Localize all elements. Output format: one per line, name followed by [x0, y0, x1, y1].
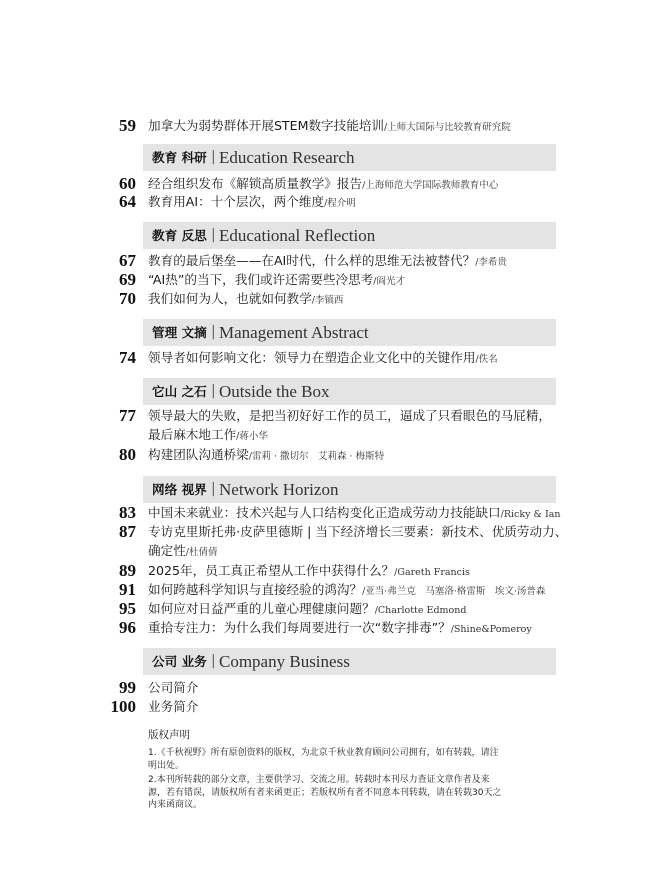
- entry-title: 教育的最后堡垒——在AI时代，什么样的思维无法被替代？/李希贵: [148, 253, 507, 268]
- toc-entry[interactable]: [0, 116, 651, 136]
- copyright-notice: [148, 727, 538, 814]
- entry-title: 2025年，员工真正希望从工作中获得什么？/Gareth Francis: [148, 563, 470, 578]
- entry-title: 中国未来就业：技术兴起与人口结构变化正造成劳动力技能缺口/Ricky & Ian: [148, 505, 561, 520]
- section-header: [143, 222, 556, 249]
- toc-entry[interactable]: [0, 522, 651, 562]
- section-title-en: Outside the Box: [219, 382, 330, 401]
- entry-title: 经合组织发布《解锁高质量教学》报告/上海师范大学国际教师教育中心: [148, 176, 499, 191]
- notice-paragraph: 1.《千秋视野》所有原创资料的版权，为北京千秋业教育顾问公司拥有，如有转载，请注 明出处。: [148, 748, 499, 771]
- entry-author: /蒋小华: [236, 431, 268, 442]
- toc-entry[interactable]: [0, 678, 651, 698]
- entry-title: 加拿大为弱势群体开展STEM数字技能培训/上师大国际与比较教育研究院: [148, 118, 511, 133]
- entry-title: 领导最大的失败，是把当初好好工作的员工，逼成了只看眼色的马屁精，: [148, 408, 551, 423]
- toc-entry[interactable]: [0, 561, 651, 581]
- toc-entry[interactable]: [0, 251, 651, 271]
- entry-title: 如何应对日益严重的儿童心理健康问题？/Charlotte Edmond: [148, 601, 467, 616]
- section-title-cn: 网络 视界: [152, 482, 207, 497]
- toc-entry[interactable]: [0, 192, 651, 212]
- page-number: 70: [119, 289, 136, 308]
- section-header: [143, 648, 556, 675]
- toc-entry[interactable]: [0, 348, 651, 368]
- page-number: 69: [119, 270, 136, 289]
- toc-entry[interactable]: [0, 445, 651, 465]
- entry-author: /上师大国际与比较教育研究院: [384, 122, 511, 133]
- page-number: 83: [119, 503, 136, 522]
- page-number: 64: [119, 192, 136, 211]
- toc-entry[interactable]: [0, 697, 651, 717]
- page-number: 60: [119, 174, 136, 193]
- toc-entry[interactable]: [0, 580, 651, 600]
- entry-author: /Gareth Francis: [394, 567, 470, 578]
- entry-title: 专访克里斯托弗·皮萨里德斯 | 当下经济增长三要素：新技术、优质劳动力、: [148, 524, 568, 539]
- section-divider: |: [211, 481, 216, 497]
- entry-title: 构建团队沟通桥梁/雷莉 · 撒切尔 艾莉森 · 梅斯特: [148, 447, 385, 462]
- notice-paragraph: 2.本刊所转载的部分文章，主要供学习、交流之用。转载时本刊尽力查证文章作者及来 源，若有错误，请版权所有者来函更正；若版权所有者不同意本刊转载，请在转载30天之 内来函商议。: [148, 775, 502, 810]
- section-title-cn: 教育 反思: [152, 228, 207, 243]
- section-title-cn: 公司 业务: [152, 654, 207, 669]
- notice-heading: 版权声明: [148, 729, 190, 741]
- entry-title: 重拾专注力：为什么我们每周要进行一次“数字排毒”？/Shine&Pomeroy: [148, 620, 532, 635]
- page-number: 80: [119, 445, 136, 464]
- section-divider: |: [211, 324, 216, 340]
- page-number: 99: [119, 678, 136, 697]
- page-number: 67: [119, 251, 136, 270]
- toc-entry[interactable]: [0, 618, 651, 638]
- section-header: [143, 476, 556, 503]
- entry-author: /佚名: [475, 354, 498, 365]
- entry-title: 公司简介: [148, 680, 199, 695]
- entry-author: /李希贵: [475, 257, 507, 268]
- entry-author: /李镇西: [311, 295, 344, 306]
- entry-author: /阎光才: [373, 276, 405, 287]
- entry-title: 我们如何为人，也就如何教学/李镇西: [148, 291, 344, 306]
- page-number: 89: [119, 561, 136, 580]
- page-number: 91: [119, 580, 136, 599]
- toc-entry[interactable]: [0, 503, 651, 523]
- entry-title: “AI热”的当下，我们或许还需要些冷思考/阎光才: [148, 272, 405, 287]
- toc-entry[interactable]: [0, 406, 651, 446]
- entry-title-continued: 最后麻木地工作/蒋小华: [148, 427, 268, 442]
- section-title-en: Educational Reflection: [219, 226, 376, 245]
- entry-title: 教育用AI：十个层次，两个维度/程介明: [148, 194, 356, 209]
- section-title-cn: 它山 之石: [152, 384, 207, 399]
- page-number: 96: [119, 618, 136, 637]
- entry-author: /杜倩倩: [185, 547, 218, 558]
- section-title-en: Company Business: [219, 652, 350, 671]
- entry-author: /上海师范大学国际教师教育中心: [362, 180, 499, 191]
- section-header: [143, 144, 556, 171]
- page-number: 59: [119, 116, 136, 135]
- toc-entry[interactable]: [0, 270, 651, 290]
- section-divider: |: [211, 653, 216, 669]
- section-title-en: Network Horizon: [219, 480, 339, 499]
- section-title-cn: 管理 文摘: [152, 325, 207, 340]
- section-divider: |: [211, 383, 216, 399]
- section-title-en: Management Abstract: [219, 323, 369, 342]
- entry-title: 领导者如何影响文化：领导力在塑造企业文化中的关键作用/佚名: [148, 350, 498, 365]
- entry-title: 业务简介: [148, 699, 199, 714]
- page-number: 87: [119, 522, 136, 541]
- page-number: 77: [119, 406, 136, 425]
- section-divider: |: [211, 149, 216, 165]
- entry-author: /Shine&Pomeroy: [450, 624, 532, 635]
- page-number: 74: [119, 348, 136, 367]
- toc-entry[interactable]: [0, 599, 651, 619]
- page-number: 100: [110, 697, 136, 716]
- section-header: [143, 319, 556, 346]
- section-title-en: Education Research: [219, 148, 355, 167]
- toc-entry[interactable]: [0, 289, 651, 309]
- toc-entry[interactable]: [0, 174, 651, 194]
- section-title-cn: 教育 科研: [152, 150, 207, 165]
- page-number: 95: [119, 599, 136, 618]
- entry-author: /Charlotte Edmond: [374, 605, 467, 616]
- entry-author: /雷莉 · 撒切尔 艾莉森 · 梅斯特: [248, 451, 385, 462]
- entry-author: /程介明: [324, 198, 356, 209]
- entry-title-continued: 确定性/杜倩倩: [148, 543, 218, 558]
- entry-author: /亚当·弗兰克 马塞洛·格雷斯 埃文·汤普森: [362, 586, 546, 597]
- entry-title: 如何跨越科学知识与直接经验的鸿沟？/亚当·弗兰克 马塞洛·格雷斯 埃文·汤普森: [148, 582, 546, 597]
- section-header: [143, 378, 556, 405]
- section-divider: |: [211, 227, 216, 243]
- entry-author: /Ricky & Ian: [500, 509, 561, 520]
